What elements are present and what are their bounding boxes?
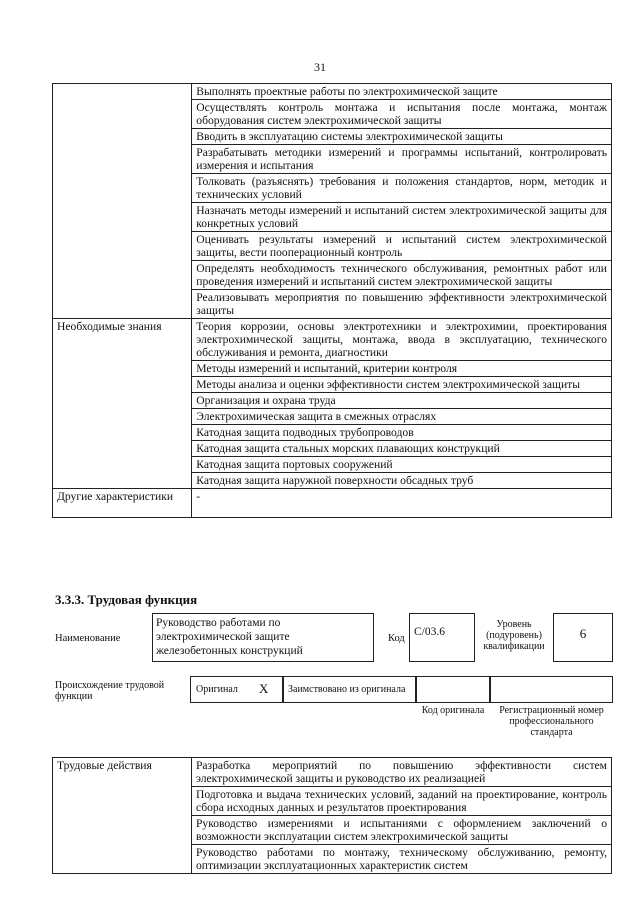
labor-actions-table xyxy=(52,757,612,874)
table-cell: Назначать методы измерений и испытаний систем электрохимической защиты для конкретных условий xyxy=(192,203,612,232)
original-label: Оригинал xyxy=(196,684,238,695)
table-cell: Разрабатывать методики измерений и программы испытаний, контролировать измерения и испытания xyxy=(192,145,612,174)
orig-code-box xyxy=(416,676,490,703)
skills-knowledge-table xyxy=(52,83,612,518)
table-row xyxy=(53,758,612,787)
other-value: - xyxy=(192,489,612,518)
table-row xyxy=(53,319,612,361)
table-cell: Толковать (разъяснять) требования и положения стандартов, норм, методик и технических условий xyxy=(192,174,612,203)
table-cell: Организация и охрана труда xyxy=(192,393,612,409)
borrowed-label: Заимствовано из оригинала xyxy=(288,684,406,695)
table-cell: Методы анализа и оценки эффективности систем электрохимической защиты xyxy=(192,377,612,393)
table-cell: Осуществлять контроль монтажа и испытания после монтажа, монтаж оборудования систем электрохимической защиты xyxy=(192,100,612,129)
reg-number-caption: Регистрационный номер профессионального стандарта xyxy=(499,705,604,738)
page-number: 31 xyxy=(314,60,326,74)
orig-code-caption: Код оригинала xyxy=(421,705,485,716)
other-label: Другие характеристики xyxy=(53,489,192,518)
origin-label: Происхождение трудовой функции xyxy=(55,680,165,702)
table-cell: Катодная защита наружной поверхности обсадных труб xyxy=(192,473,612,489)
name-label: Наименование xyxy=(55,633,121,644)
table-cell: Выполнять проектные работы по электрохимической защите xyxy=(192,84,612,100)
table-cell: Методы измерений и испытаний, критерии контроля xyxy=(192,361,612,377)
table-row xyxy=(53,489,612,518)
table-cell: Подготовка и выдача технических условий, заданий на проектирование, контроль сбора исходных данных и результатов проектирования xyxy=(191,787,611,816)
table-cell: Разработка мероприятий по повышению эффективности систем электрохимической защиты и руководство их реализацией xyxy=(191,758,611,787)
reg-number-box xyxy=(490,676,613,703)
table-cell: Катодная защита стальных морских плавающих конструкций xyxy=(192,441,612,457)
table-cell: Оценивать результаты измерений и испытаний систем электрохимической защиты, вести пооперационный контроль xyxy=(192,232,612,261)
level-label: Уровень (подуровень) квалификации xyxy=(483,619,545,652)
table-row xyxy=(53,84,612,100)
borrowed-box xyxy=(283,676,416,703)
section-heading: 3.3.3. Трудовая функция xyxy=(55,592,198,607)
table-cell: Электрохимическая защита в смежных отраслях xyxy=(192,409,612,425)
actions-label: Трудовые действия xyxy=(53,758,192,874)
knowledge-label: Необходимые знания xyxy=(53,319,192,489)
skills-label-cell xyxy=(53,84,192,319)
code-label: Код xyxy=(388,633,405,644)
table-cell: Руководство измерениями и испытаниями с оформлением заключений о возможности эксплуатации систем электрохимической защиты xyxy=(191,816,611,845)
table-cell: Теория коррозии, основы электротехники и электрохимии, проектирования электрохимической защиты, монтажа, ввода в эксплуатацию, технического обслуживания и ремонта, диагностики xyxy=(192,319,612,361)
table-cell: Определять необходимость технического обслуживания, ремонтных работ или проведения измерений и испытаний систем электрохимической защиты xyxy=(192,261,612,290)
level-value: 6 xyxy=(553,613,613,662)
table-cell: Реализовывать мероприятия по повышению эффективности электрохимической защиты xyxy=(192,290,612,319)
code-value: C/03.6 xyxy=(409,613,475,662)
original-mark: X xyxy=(259,681,269,696)
table-cell: Руководство работами по монтажу, техническому обслуживанию, ремонту, оптимизации эксплуатационных характеристик систем xyxy=(191,845,611,874)
table-cell: Катодная защита портовых сооружений xyxy=(192,457,612,473)
table-cell: Катодная защита подводных трубопроводов xyxy=(192,425,612,441)
name-value: Руководство работами по электрохимической защите железобетонных конструкций xyxy=(152,613,374,662)
table-cell: Вводить в эксплуатацию системы электрохимической защиты xyxy=(192,129,612,145)
